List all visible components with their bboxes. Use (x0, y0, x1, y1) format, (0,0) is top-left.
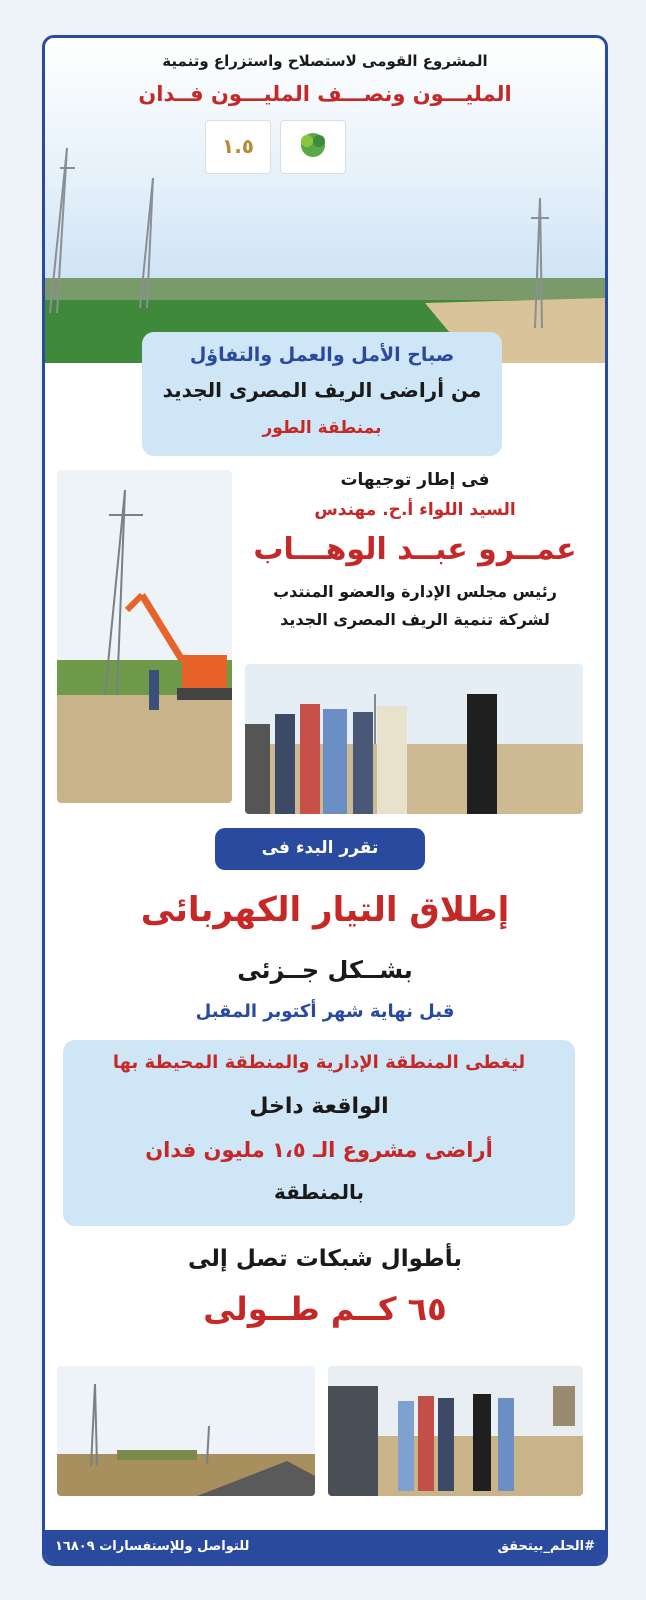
officials-photo (245, 664, 583, 814)
footer-contact: للتواصل وللإستفسارات ١٦٨٠٩ (55, 1539, 250, 1554)
road-towers-photo (57, 1366, 315, 1496)
footer-bar (45, 1530, 605, 1563)
official-name: عمــرو عبــد الوهـــاب (253, 532, 577, 567)
coverage-line-1: ليغطى المنطقة الإدارية والمنطقة المحيطة بها (112, 1052, 526, 1073)
directive-block (235, 470, 595, 650)
poster-frame (42, 35, 608, 1566)
header-line-1: المشروع القومى لاستصلاح واستزراع وتنمية (162, 52, 488, 70)
networks-text: بأطوال شبكات تصل إلى (188, 1246, 462, 1272)
intro-line-3: بمنطقة الطور (262, 418, 382, 438)
decision-pill (215, 828, 425, 870)
coverage-line-3: أراضى مشروع الـ ١،٥ مليون فدان (145, 1138, 493, 1162)
coverage-line-2: الواقعة داخل (249, 1094, 389, 1119)
role-line-2: لشركة تنمية الريف المصرى الجديد (280, 610, 550, 629)
site-visit-photo (328, 1366, 583, 1496)
coverage-box (63, 1040, 575, 1226)
directive-line-1: فى إطار توجيهات (340, 470, 490, 490)
svg-text:١.٥: ١.٥ (221, 134, 255, 158)
headline: إطلاق التيار الكهربائى (140, 890, 510, 930)
intro-line-1: صباح الأمل والعمل والتفاؤل (189, 344, 455, 366)
role-line-1: رئيس مجلس الإدارة والعضو المنتدب (273, 582, 557, 601)
coverage-line-4: بالمنطقة (273, 1180, 365, 1204)
partial-text: بشــكل جــزئى (237, 956, 413, 984)
header-line-2: المليـــون ونصـــف المليـــون فــدان (138, 82, 512, 106)
deadline-text: قبل نهاية شهر أكتوبر المقبل (195, 1001, 455, 1022)
decision-text: تقرر البدء فى (261, 838, 379, 858)
intro-box (142, 332, 502, 456)
directive-line-2: السيد اللواء أ.ح. مهندس (314, 500, 516, 520)
intro-line-2: من أراضى الريف المصرى الجديد (162, 378, 482, 402)
excavator-photo (57, 470, 232, 803)
footer-hashtag: #الحلم_بيتحقق (497, 1539, 595, 1554)
logo-project (205, 120, 271, 174)
logo-company (280, 120, 346, 174)
length-text: ٦٥ كــم طــولى (203, 1290, 447, 1328)
